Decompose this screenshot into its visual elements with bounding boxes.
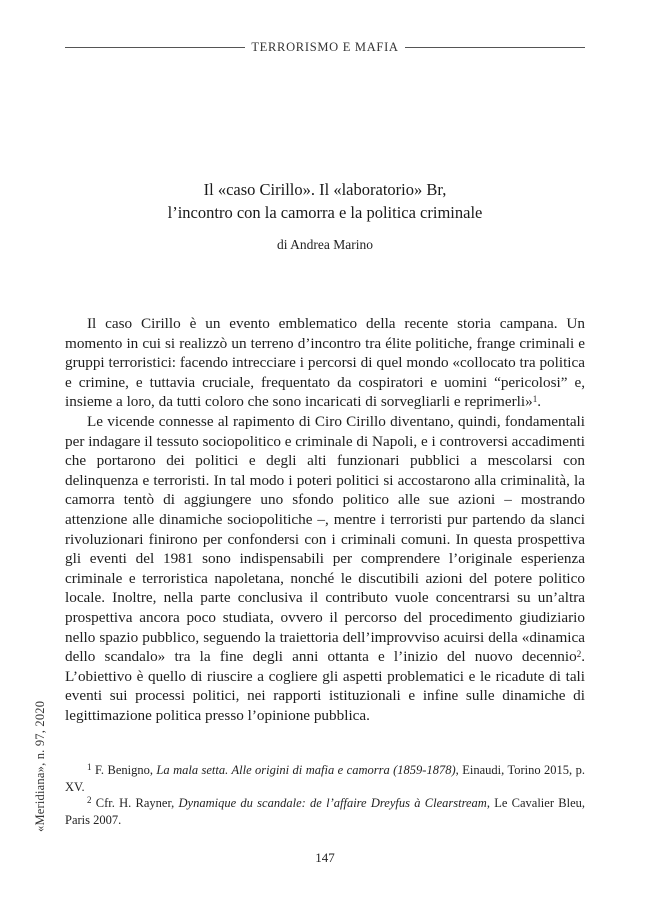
side-citation: «Meridiana», n. 97, 2020: [33, 700, 47, 832]
page-number: 147: [315, 850, 335, 865]
article-title-line-1: Il «caso Cirillo». Il «laboratorio» Br,: [203, 180, 447, 199]
footnote-2-pre: Cfr. H. Rayner,: [91, 796, 179, 810]
running-head-rule-right: [405, 47, 585, 48]
footnote-2-number: 2: [87, 795, 92, 805]
footnote-1-title: La mala setta. Alle origini di mafia e camorra (1859-1878): [156, 763, 456, 777]
footnote-1-number: 1: [87, 762, 92, 772]
footnote-1-post: , Einaudi, Torino 2015, p. XV.: [65, 763, 585, 794]
running-head-text: TERRORISMO E MAFIA: [251, 40, 399, 54]
footnote-2-post: , Le Cavalier Bleu, Paris 2007.: [65, 796, 585, 827]
footnote-1: [65, 762, 585, 795]
footnote-2: [65, 795, 585, 828]
paragraph-2-text: Le vicende connesse al rapimento di Ciro Cirillo diventano, quindi, fondamentali per indagare il tessuto sociopolitico e criminale di Napoli, e i controversi accadimenti che portarono dei politici e degli alti funzionari pubblici a mescolarsi con delinquenza e terroristi. In tal modo i poteri politici si accostarono alla criminalità, la camorra tentò di aggiungere uno sfondo politico alle sue azioni – mostrando attenzione alle dinamiche sociopolitiche –, mentre i terroristi pur partendo da slanci rivoluzionari finirono per confondersi con i criminali comuni. In questa prospettiva gli eventi del 1981 sono indispensabili per comprendere l’originale esperienza criminale e terroristica napoletana, nonché le discutibili azioni del potere politico locale. Inoltre, nella parte conclusiva il contributo vuole concentrarsi su un’altra prospettiva ancora poco studiata, ovvero il percorso del procedimento giudiziario nello spazio pubblico, seguendo la traiettoria dell’improvviso acuirsi della «dinamica dello scandalo» tra la fine degli anni ottanta e l’inizio del nuovo decennio: [65, 412, 586, 666]
article-body: [65, 314, 585, 725]
paragraph-2-end: . L’obiettivo è quello di riuscire a cogliere gli aspetti problematici e le ricadute di tali eventi sui processi politici, nei rapporti istituzionali e infine sulle dinamiche di legittimazione politica presso l’opinione pubblica.: [65, 648, 585, 724]
footnotes: [65, 762, 585, 828]
paragraph-1: [65, 314, 585, 412]
running-head: [65, 40, 585, 55]
article-title-line-2: l’incontro con la camorra e la politica criminale: [167, 203, 483, 222]
footnote-ref-2: 2: [576, 649, 582, 660]
footnote-ref-1: 1: [532, 394, 538, 405]
footnote-1-pre: F. Benigno,: [91, 763, 157, 777]
footnote-2-title: Dynamique du scandale: de l’affaire Dreyfus à Clearstream: [178, 796, 487, 810]
paragraph-2: [65, 412, 585, 726]
running-head-rule-left: [65, 47, 245, 48]
article-title: [65, 178, 585, 224]
article-author: di Andrea Marino: [277, 237, 373, 252]
paragraph-1-text: Il caso Cirillo è un evento emblematico della recente storia campana. Un momento in cui si realizzò un terreno d’incontro tra élite politiche, frange criminali e gruppi terroristici: facendo intrecciare i percorsi di quel mondo «collocato tra politica e crimine, e tuttavia cruciale, frequentato da cospiratori e uomini “pericolosi” e, insieme a loro, da tutti coloro che sono incaricati di sorvegliarli e reprimerli»: [65, 315, 585, 411]
paragraph-1-end: .: [537, 393, 542, 411]
